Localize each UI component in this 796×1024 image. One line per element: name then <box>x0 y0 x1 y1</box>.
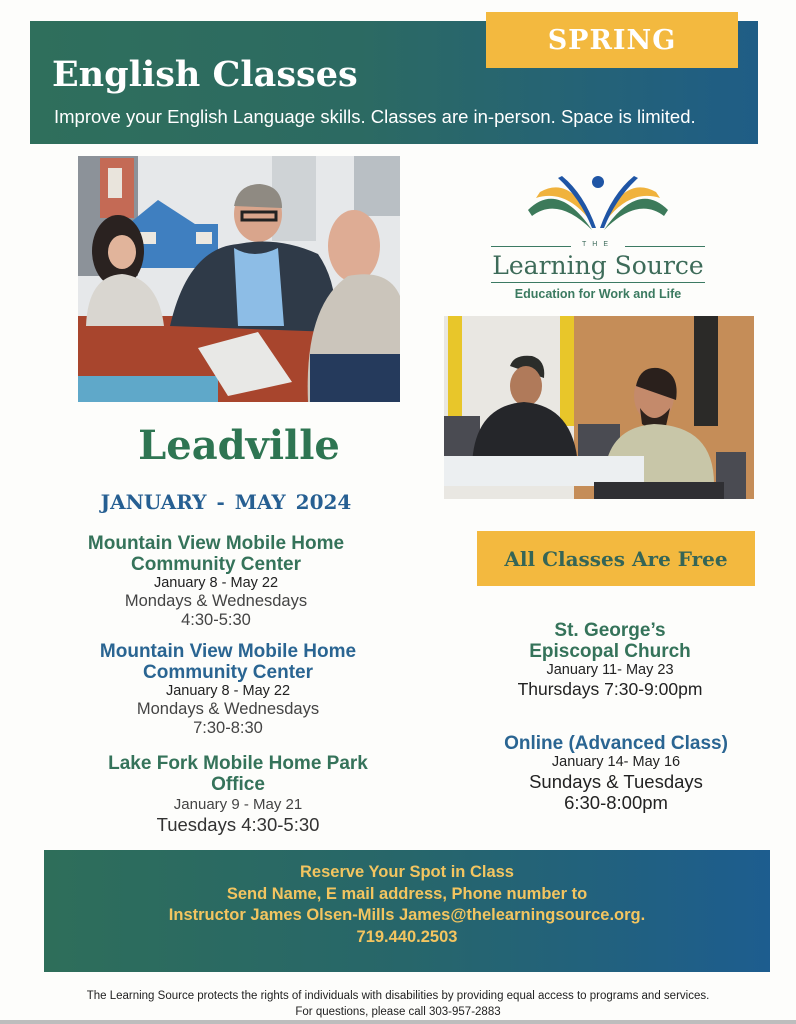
logo-divider <box>491 282 705 283</box>
logo-the: THE <box>582 241 614 248</box>
page-bottom-edge <box>0 1020 796 1024</box>
location-days: Thursdays 7:30-9:00pm <box>517 679 703 699</box>
location-name: Community Center <box>131 554 301 575</box>
location-name: Episcopal Church <box>529 641 691 662</box>
location-name: Mountain View Mobile Home <box>87 533 345 554</box>
page-subtitle: Improve your English Language skills. Classes are in-person. Space is limited. <box>54 106 696 127</box>
location-name: Online (Advanced Class) <box>504 733 728 754</box>
location-days: Mondays & Wednesdays <box>124 592 308 610</box>
location-name: Office <box>211 774 265 795</box>
location-time: 6:30-8:00pm <box>564 792 668 813</box>
location-dates: January 9 - May 21 <box>173 796 303 813</box>
location-days: Tuesdays 4:30-5:30 <box>156 814 320 835</box>
photo-illustration <box>78 156 400 402</box>
footer-notice <box>0 988 796 1020</box>
term-date-range: JANUARY - MAY 2024 <box>100 490 352 514</box>
location-block <box>466 733 766 813</box>
instructor-contact-email[interactable]: Instructor James Olsen-Mills James@thelearningsource.org. <box>168 906 646 924</box>
questions-phone: For questions, please call 303-957-2883 <box>295 1006 501 1018</box>
photo-illustration <box>444 316 754 499</box>
location-block <box>460 620 760 699</box>
location-days: Sundays & Tuesdays <box>529 771 703 792</box>
location-block <box>56 533 376 630</box>
reserve-banner <box>44 850 770 972</box>
location-block <box>78 753 398 836</box>
location-time: 4:30-5:30 <box>181 611 251 629</box>
location-days: Mondays & Wednesdays <box>136 700 320 718</box>
accessibility-statement: The Learning Source protects the rights of individuals with disabilities by providing equal access to programs and services. <box>86 990 710 1002</box>
city-heading: Leadville <box>138 422 340 469</box>
reserve-instructions: Send Name, E mail address, Phone number to <box>226 884 588 903</box>
instructor-phone[interactable]: 719.440.2503 <box>356 927 458 946</box>
location-dates: January 11- May 23 <box>546 662 674 678</box>
season-badge: SPRING <box>486 12 738 68</box>
location-name: St. George’s <box>554 620 666 641</box>
location-name: Community Center <box>143 662 313 683</box>
open-book-person-icon <box>488 170 708 240</box>
class-photo-group <box>78 156 400 402</box>
reserve-heading: Reserve Your Spot in Class <box>300 863 514 881</box>
location-dates: January 8 - May 22 <box>153 575 279 591</box>
location-block <box>68 641 388 738</box>
location-time: 7:30-8:30 <box>193 719 263 737</box>
class-photo-pair <box>444 316 754 499</box>
logo-name: Learning Source <box>492 251 704 280</box>
location-dates: January 8 - May 22 <box>165 683 291 699</box>
location-name: Mountain View Mobile Home <box>99 641 357 662</box>
page-title: English Classes <box>52 54 358 95</box>
location-dates: January 14- May 16 <box>551 754 681 770</box>
logo-tagline: Education for Work and Life <box>514 287 682 301</box>
location-name: Lake Fork Mobile Home Park <box>108 753 368 774</box>
free-classes-badge: All Classes Are Free <box>477 531 755 586</box>
